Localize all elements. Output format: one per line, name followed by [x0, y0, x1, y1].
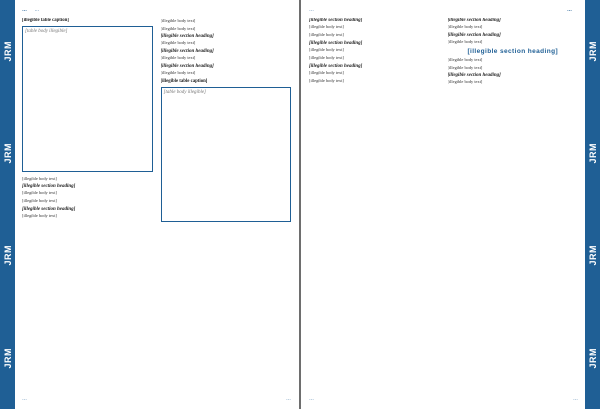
- section-title: [illegible section heading]: [160, 64, 214, 69]
- running-head-text: …: [309, 6, 314, 13]
- body-paragraph: [illegible body text]: [22, 213, 57, 218]
- page-number: …: [567, 6, 572, 13]
- section: [161, 64, 292, 76]
- left-page: [0, 0, 299, 409]
- footer-right-text: …: [573, 396, 578, 402]
- page-body: [309, 18, 578, 389]
- table-caption: [illegible table caption]: [22, 18, 69, 23]
- side-tab-label: JRM: [2, 40, 13, 62]
- side-tab-label: JRM: [587, 143, 598, 164]
- table-body: [161, 87, 292, 222]
- side-tab-label: JRM: [587, 245, 598, 266]
- section-title: [illegible section heading]: [447, 73, 501, 78]
- section-title: [illegible section heading]: [22, 184, 76, 189]
- body-paragraph: [illegible body text]: [447, 39, 483, 44]
- section: [448, 18, 579, 30]
- body-paragraph: [illegible body text]: [447, 65, 483, 70]
- column-1: [309, 18, 440, 389]
- page-body: [22, 18, 291, 389]
- table-2: [161, 79, 292, 222]
- column-1: [22, 18, 153, 389]
- section-title: [illegible section heading]: [309, 64, 363, 69]
- section: [161, 34, 292, 46]
- body-paragraph: [illegible body text]: [447, 24, 483, 29]
- section-title: [illegible section heading]: [160, 34, 214, 39]
- body-paragraph: [illegible body text]: [22, 176, 57, 181]
- body-paragraph: [illegible body text]: [160, 55, 196, 60]
- section-title: [illegible section heading]: [447, 18, 501, 23]
- body-paragraph: [illegible body text]: [309, 70, 344, 75]
- discussion-heading: [illegible section heading]: [467, 48, 559, 55]
- footer-left-text: …: [309, 396, 314, 402]
- table-body: [22, 26, 153, 172]
- side-tab-label: JRM: [2, 347, 13, 369]
- journal-side-tab: [0, 0, 15, 409]
- body-paragraph: [illegible body text]: [22, 190, 57, 195]
- column-2: [161, 18, 292, 389]
- section-title: [illegible section heading]: [309, 18, 363, 23]
- footer-left-text: …: [22, 396, 27, 402]
- body-paragraph: [illegible body text]: [309, 24, 344, 29]
- section-title: [illegible section heading]: [160, 49, 214, 54]
- section: [448, 73, 579, 85]
- section: [161, 49, 292, 61]
- side-tab-label: JRM: [587, 40, 598, 62]
- running-header: [22, 5, 291, 14]
- body-paragraph: [illegible body text]: [447, 79, 483, 84]
- section-title: [illegible section heading]: [447, 33, 501, 38]
- page-footer: [22, 395, 291, 403]
- body-paragraph: [illegible body text]: [22, 198, 57, 203]
- table-1: [22, 18, 153, 172]
- journal-side-tab: [585, 0, 600, 409]
- right-page: [301, 0, 600, 409]
- body-paragraph: [illegible body text]: [160, 18, 196, 23]
- section: [309, 18, 440, 38]
- section: [22, 184, 153, 204]
- body-paragraph: [illegible body text]: [309, 78, 344, 83]
- running-head-text: …: [34, 6, 40, 13]
- body-paragraph: [illegible body text]: [160, 40, 196, 45]
- table-illegible-note: [table body illegible]: [163, 90, 206, 95]
- section-title: [illegible section heading]: [22, 207, 76, 212]
- body-paragraph: [illegible body text]: [447, 57, 483, 62]
- footer-right-text: …: [286, 396, 291, 402]
- column-2: [448, 18, 579, 389]
- page-footer: [309, 395, 578, 403]
- section-title: [illegible section heading]: [309, 41, 363, 46]
- side-tab-label: JRM: [2, 143, 13, 164]
- body-paragraph: [illegible body text]: [160, 26, 196, 31]
- page-number: …: [22, 6, 27, 13]
- side-tab-label: JRM: [587, 347, 598, 369]
- section: [448, 33, 579, 45]
- body-paragraph: [illegible body text]: [309, 55, 344, 60]
- running-header: [309, 5, 578, 14]
- table-caption: [illegible table caption]: [160, 79, 208, 84]
- side-tab-label: JRM: [2, 245, 13, 266]
- section: [309, 41, 440, 61]
- body-paragraph: [illegible body text]: [160, 70, 196, 75]
- section: [309, 64, 440, 84]
- table-illegible-note: [table body illegible]: [25, 29, 68, 34]
- body-paragraph: [illegible body text]: [309, 47, 344, 52]
- body-paragraph: [illegible body text]: [309, 32, 344, 37]
